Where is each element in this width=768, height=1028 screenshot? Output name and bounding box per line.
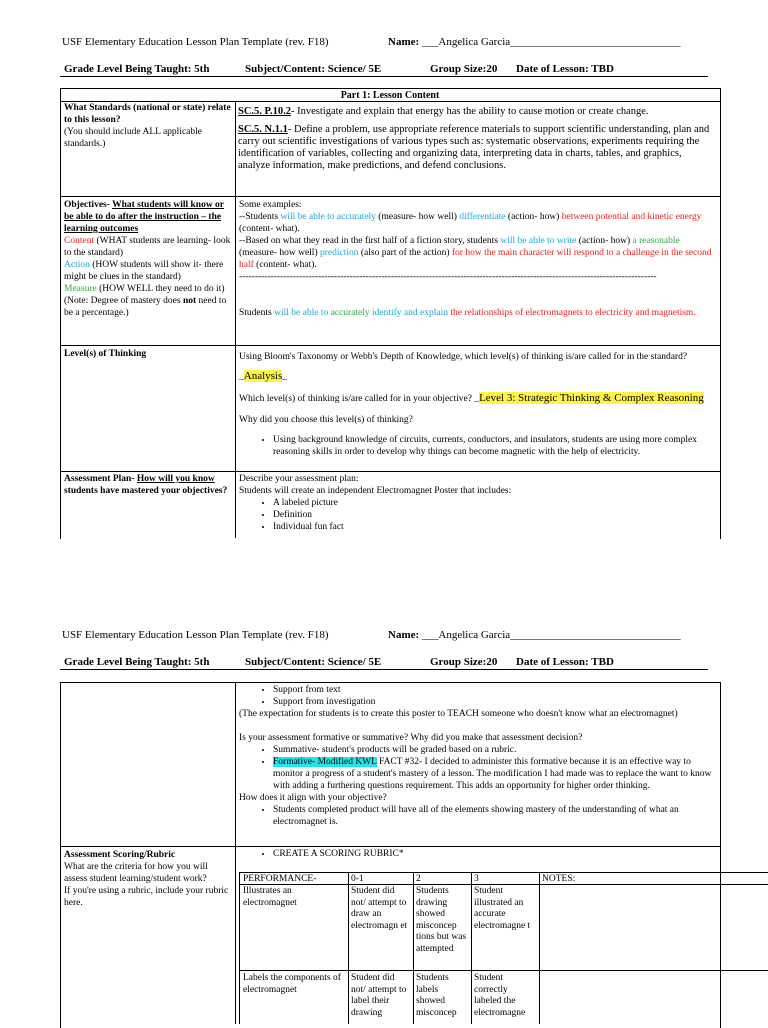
group-label-p2: Group Size:20 xyxy=(430,656,498,668)
examples-title: Some examples: xyxy=(239,200,302,210)
rubric-header: 0-1 xyxy=(351,874,364,884)
rubric-label-cell xyxy=(64,849,232,909)
standard-1-text: - Investigate and explain that energy has the ability to cause motion or create change. xyxy=(291,106,649,117)
assessment-cont xyxy=(239,684,717,828)
standards-note: (You should include ALL applicable standards.) xyxy=(64,127,202,149)
subject-label-p2: Subject/Content: Science/ 5E xyxy=(245,656,382,668)
rubric-grid-line xyxy=(539,872,540,1024)
rubric-header: 3 xyxy=(474,874,479,884)
header-divider xyxy=(60,76,708,77)
assessment-intro: Students will create an independent Electromagnet Poster that includes: xyxy=(239,486,512,496)
mastery-note-not: not xyxy=(182,296,197,306)
thinking-answer-2: Level 3: Strategic Thinking & Complex Reasoning xyxy=(479,392,704,404)
objectives-label: Objectives- xyxy=(64,200,113,210)
thinking-question-3: Why did you choose this level(s) of thinking? xyxy=(239,415,413,425)
thinking-content: Using Bloom's Taxonomy or Webb's Depth of Knowledge, which level(s) of thinking is/are called for in the standard? _Analysis_ Which level(s) of thinking is/are called for in your objective? _Level 3: Strategic Thinking & Complex Reasoning Why did you choose this level(s) of thinking? • Using background knowledge of circuits, currents, conductors, and insulators, students are using more complex reasoning skills in order to develop why things can become magnetic with the help of electricity. xyxy=(239,348,717,458)
rubric-cell: Labels the components of electromagnet xyxy=(243,973,341,995)
rubric-cell: Student did not/ attempt to label their drawing xyxy=(351,973,407,1018)
thinking-reason: • Using background knowledge of circuits, currents, conductors, and insulators, students are using more complex reasoning skills in order to develop why things can become magnetic with the help of electricity. xyxy=(273,434,717,458)
rubric-sub-1: What are the criteria for how you will assess student learning/student work? xyxy=(64,862,208,884)
rubric-header: NOTES: xyxy=(542,874,576,884)
standards-cell xyxy=(64,102,234,150)
content-desc: (WHAT students are learning- look to the standard) xyxy=(64,236,231,258)
mastery-note-a: (Note: Degree of mastery does xyxy=(64,296,183,306)
lesson-objective: Students will be able to accurately identify and explain the relationships of electromagnets to electricity and magnetism. xyxy=(239,308,696,318)
thinking-label: Level(s) of Thinking xyxy=(64,349,147,359)
part1-title: Part 1: Lesson Content xyxy=(340,90,440,101)
formative-question: Is your assessment formative or summative? Why did you make that assessment decision? xyxy=(239,733,583,743)
rubric-cell: Students drawing showed misconcep tions but was attempted xyxy=(416,886,467,954)
subject-label: Subject/Content: Science/ 5E xyxy=(245,63,382,75)
column-divider xyxy=(235,682,236,1024)
rubric-cell: Student did not/ attempt to draw an electromagn et xyxy=(351,886,408,931)
assessment-label-cell: Assessment Plan- How will you know students have mastered your objectives? xyxy=(64,474,228,496)
assessment-describe: Describe your assessment plan: xyxy=(239,474,359,484)
row-divider xyxy=(60,345,720,346)
rubric-grid-line xyxy=(239,872,240,1024)
example-2: --Based on what they read in the first half of a fiction story, students will be able to write (action- how) a reasonable (measure- how well) prediction (also part of the action) for how the main character will respond to a challenge in the second half (content- what). xyxy=(239,236,712,270)
grade-label-p2: Grade Level Being Taught: 5th xyxy=(64,656,210,668)
standards-label: What Standards (national or state) relate to this lesson? xyxy=(64,103,231,125)
assessment-item: • Individual fun fact xyxy=(273,521,717,533)
rubric-cell: Student illustrated an accurate electromagne t xyxy=(474,886,531,931)
rubric-create: • CREATE A SCORING RUBRIC* xyxy=(239,848,404,860)
rubric-cell: Student correctly labeled the electromagne xyxy=(474,973,526,1018)
assessment-item: • A labeled picture xyxy=(273,497,717,509)
name-value: ___Angelica Garcia_______________________________ xyxy=(421,36,681,48)
date-label-p2: Date of Lesson: TBD xyxy=(516,656,614,668)
row-divider xyxy=(60,846,720,847)
measure-desc: (HOW WELL they need to do it) xyxy=(96,284,225,294)
assessment-item: • Support from text xyxy=(273,684,717,696)
example-1: --Students will be able to accurately (measure- how well) differentiate (action- how) between potential and kinetic energy (content- what). xyxy=(239,212,702,234)
standard-2-text: - Define a problem, use appropriate reference materials to support scientific understanding, plan and carry out scientific investigations of various types such as: systematic observations, experiments requiring the identification of variables, collecting and organizing data, interpreting data in charts, tables, and graphics, analyze information, make predictions, and defend conclusions. xyxy=(238,124,710,171)
rubric-label: Assessment Scoring/Rubric xyxy=(64,850,176,860)
name-row-p2: Name: ___Angelica Garcia_______________________________ xyxy=(388,629,681,641)
standard-2-code: SC.5. N.1.1 xyxy=(238,124,288,135)
row-divider xyxy=(60,471,720,472)
assessment-item: • Support from investigation xyxy=(273,696,717,708)
grade-label: Grade Level Being Taught: 5th xyxy=(64,63,210,75)
thinking-question-2: Which level(s) of thinking is/are called for in your objective? _ xyxy=(239,394,480,404)
objectives-cell xyxy=(64,199,232,319)
rubric-cell: Illustrates an electromagnet xyxy=(243,886,297,908)
header-divider-p2 xyxy=(60,669,708,670)
action-desc: (HOW students will show it- there might be clues in the standard) xyxy=(64,260,224,282)
assessment-content xyxy=(239,473,717,533)
align-question: How does it align with your objective? xyxy=(239,793,387,803)
action-word: Action xyxy=(64,260,90,270)
rubric-header: 2 xyxy=(416,874,421,884)
summative-note: • Summative- student's products will be graded based on a rubric. xyxy=(273,744,717,756)
mastery-note-b: need to be a percentage.) xyxy=(64,296,227,318)
standard-1-code: SC.5. P.10.2 xyxy=(238,106,291,117)
column-divider xyxy=(235,101,236,538)
formative-note: • Formative- Modified KWL FACT #32- I decided to administer this formative because it is an effective way to monitor a progress of a student's mastery of a lesson. The modification I had made was to replace the want to know with adding a furthering questions requirement. This adds an opportunity for higher order thinking. xyxy=(273,756,717,792)
name-label: Name: xyxy=(388,36,420,48)
assessment-item: • Definition xyxy=(273,509,717,521)
rubric-header: PERFORMANCE- xyxy=(243,874,317,884)
rubric-grid-line xyxy=(239,970,768,971)
template-title: USF Elementary Education Lesson Plan Template (rev. F18) xyxy=(62,36,329,48)
content-word: Content xyxy=(64,236,95,246)
measure-word: Measure xyxy=(64,284,97,294)
date-label: Date of Lesson: TBD xyxy=(516,63,614,75)
group-label: Group Size:20 xyxy=(430,63,498,75)
objectives-content xyxy=(239,199,717,319)
standards-content xyxy=(238,106,716,172)
rubric-cell: Students labels showed misconcep xyxy=(416,973,457,1018)
thinking-answer-1: Analysis xyxy=(243,370,283,382)
dashed-separator: ------------------------------------------------------------------------------------------------------------------------------------ xyxy=(239,272,657,282)
thinking-question-1: Using Bloom's Taxonomy or Webb's Depth of Knowledge, which level(s) of thinking is/are called for in the standard? _ xyxy=(239,352,688,382)
objectives-label-detail: What students will know or be able to do after the instruction – the learning outcomes xyxy=(64,200,225,234)
align-answer: • Students completed product will have all of the elements showing mastery of the understanding of what an electromagnet is. xyxy=(273,804,717,828)
name-row xyxy=(388,36,681,49)
template-title-p2: USF Elementary Education Lesson Plan Template (rev. F18) xyxy=(62,629,329,641)
row-divider xyxy=(60,196,720,197)
rubric-sub-2: If you're using a rubric, include your rubric here. xyxy=(64,886,229,908)
poster-expectation: (The expectation for students is to create this poster to TEACH someone who doesn't know what an electromagnet) xyxy=(239,709,678,719)
